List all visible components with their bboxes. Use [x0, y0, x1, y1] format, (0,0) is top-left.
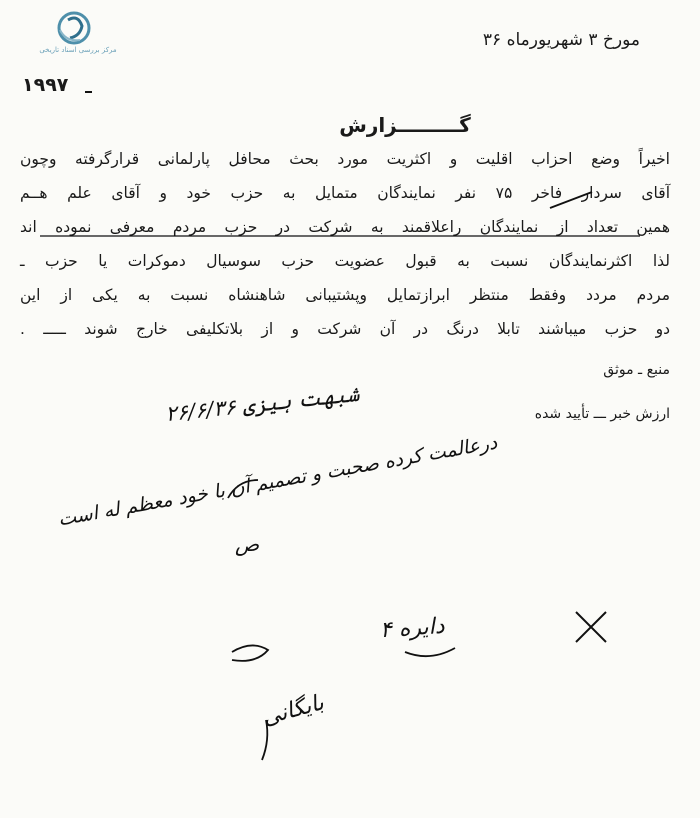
body-line-4: لذا اکثرنمایندگان نسبت به قبول عضویت حزب سوسیال دموکرات یا حزب ـ [20, 252, 670, 270]
archive-stroke [262, 720, 267, 760]
initial-signature [232, 645, 268, 660]
document-number: ۱۹۹۷ [22, 74, 69, 96]
signature-stroke [228, 480, 258, 498]
report-title: گـــــــــزارش [339, 113, 471, 137]
handwritten-note-date: شبهت ہیزی ۲۶/۶/۳۶ [164, 381, 361, 427]
department-underline [405, 648, 455, 656]
logo-caption: مرکز بررسی اسناد تاریخی [39, 46, 117, 54]
handwritten-note-initial: ص [235, 532, 260, 556]
cross-mark-icon [576, 612, 606, 642]
source-line: منبع ـ موثق [603, 362, 670, 378]
body-line-2: آقای سردار فاخر ۷۵ نفر نمایندگان متمایل به حزب خود و آقای علم هــم [20, 184, 670, 202]
handwritten-note-archive: بایگانی [259, 690, 327, 731]
body-line-3: همین تعداد از نمایندگان راعلاقمند به شرکت در حزب مردم معرفی نموده اند [20, 218, 670, 236]
document-date: مورخ ۳ شهریورماه ۳۶ [482, 30, 640, 50]
handwritten-note-instruction: درعالمت کرده صحبت و تصمیم آن با خود معظم له است [56, 431, 499, 531]
body-line-1: اخیراً وضع احزاب اقلیت و اکثریت مورد بحث محافل پارلمانی قرارگرفته وچون [20, 150, 670, 168]
body-line-6: دو حزب میباشند تابلا درنگ در آن شرکت و از بلاتکلیفی خارج شوند ـــــ . [20, 320, 670, 338]
body-line-5: مردم مردد وفقط منتظر ابرازتمایل وپشتیبانی شاهنشاه نسبت به یکی از این [20, 286, 670, 304]
news-value-line: ارزش خبر ـــ تأیید شده [534, 406, 670, 422]
handwritten-note-department: دایره ۴ [379, 613, 446, 644]
hand-stroke [550, 192, 592, 208]
